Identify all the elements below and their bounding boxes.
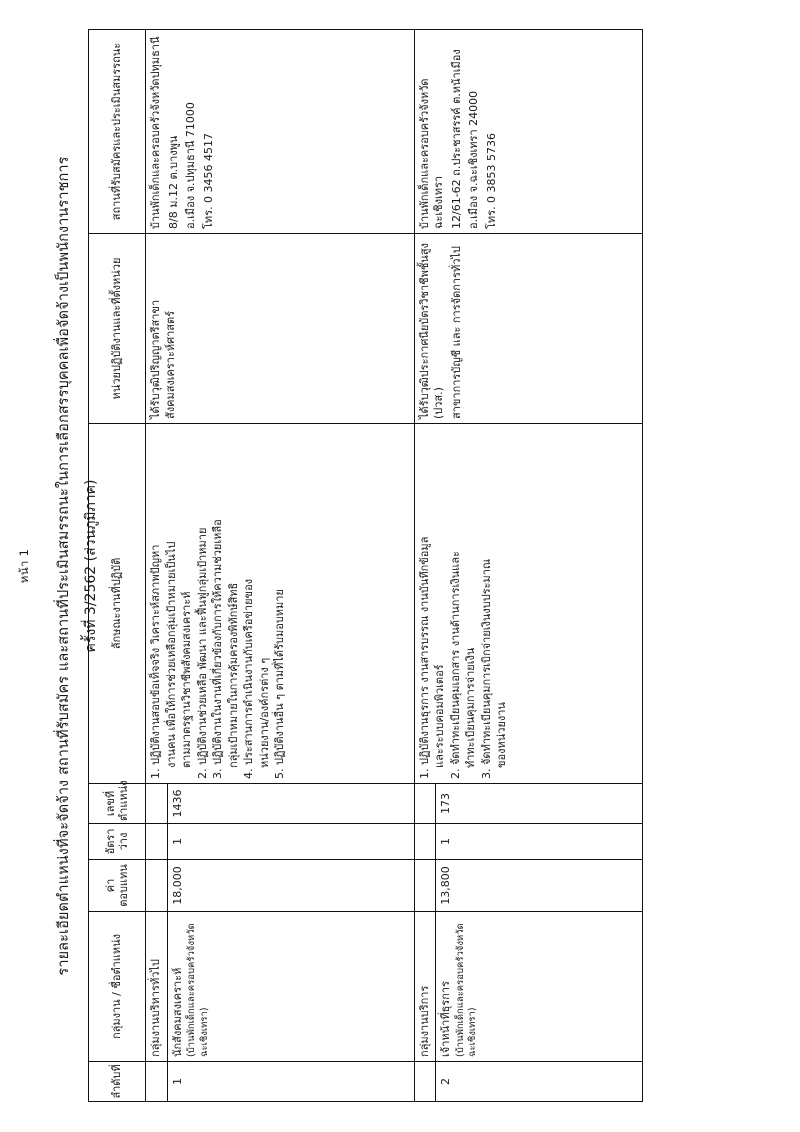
duty-line: 1. ปฏิบัติงานธุรการ งานสารบรรณ งานบันทึกข้อมูล xyxy=(417,536,431,779)
place-line: อ.เมือง จ.ฉะเชิงเทรา 24000 xyxy=(467,90,481,229)
duties-cell xyxy=(414,424,643,784)
duty-line: ของหน่วยงาน xyxy=(495,702,509,768)
pay-amount: 18,000 xyxy=(167,860,414,912)
position-office: (บ้านพักเด็กและครอบครัวจังหวัดฉะเชิงเทรา) xyxy=(186,923,210,1057)
unit-cell xyxy=(146,234,415,424)
place-cell xyxy=(146,30,415,234)
place-line: บ้านพักเด็กและครอบครัวจังหวัดปทุมธานี xyxy=(149,36,162,229)
position-number: 173 xyxy=(436,784,643,824)
duty-line: ตามมาตรฐานวิชาชีพสังคมสงเคราะห์ xyxy=(180,591,194,768)
vacancy-count: 1 xyxy=(436,824,643,860)
header-duties: ลักษณะงานที่ปฏิบัติ xyxy=(89,424,146,784)
empty-cell xyxy=(414,784,436,824)
position-name-cell xyxy=(167,912,414,1062)
duty-line: งานคน เพื่อให้การช่วยเหลือกลุ่มเป้าหมายเป็นไป xyxy=(164,541,178,768)
header-place: สถานที่รับสมัครและประเมินสมรรถนะ xyxy=(89,30,146,234)
table-header-row xyxy=(89,30,146,1102)
place-line: 12/61-62 ถ.ประชาสรรค์ ต.หน้าเมือง xyxy=(449,49,463,229)
header-vacancies: อัตราว่าง xyxy=(89,824,146,860)
duty-line: หน่วยงาน/องค์กรต่าง ๆ xyxy=(257,657,271,768)
place-line: 8/8 ม.12 ต.บางพูน xyxy=(166,135,180,229)
group-heading: กลุ่มงานบริหารทั่วไป xyxy=(146,912,168,1062)
empty-cell xyxy=(414,860,436,912)
row-no: 1 xyxy=(167,1062,414,1102)
empty-cell xyxy=(146,824,168,860)
group-heading: กลุ่มงานบริการ xyxy=(414,912,436,1062)
unit-line: สาขาการบัญชี และ การจัดการทั่วไป xyxy=(449,246,463,419)
position-details-table xyxy=(88,29,643,1102)
unit-cell xyxy=(414,234,643,424)
row-no: 2 xyxy=(436,1062,643,1102)
empty-cell xyxy=(414,824,436,860)
duty-line: กลุ่มเป้าหมายในการคุ้มครองพิทักษ์สิทธิ xyxy=(226,582,240,768)
header-unit: หน่วยปฏิบัติงานและที่ตั้งหน่วย xyxy=(89,234,146,424)
header-no: ลำดับที่ xyxy=(89,1062,146,1102)
duties-cell xyxy=(146,424,415,784)
position-number: 1436 xyxy=(167,784,414,824)
header-position-no: เลขที่ตำแหน่ง xyxy=(89,784,146,824)
duty-line: และระบบคอมพิวเตอร์ xyxy=(433,664,447,768)
unit-line: ได้รับวุฒิปริญญาตรีสาขาสังคมสงเคราะห์ศาสตร์ xyxy=(149,299,177,419)
empty-cell xyxy=(146,860,168,912)
position-name: เจ้าหน้าที่ธุรการ xyxy=(439,981,453,1057)
duty-line: 2. ปฏิบัติงานช่วยเหลือ พัฒนา และฟื้นฟูกลุ่มเป้าหมาย xyxy=(195,527,209,779)
document-subtitle: ครั้งที่ 3/2562 (ส่วนภูมิภาค) xyxy=(83,479,99,653)
document-title: รายละเอียดตำแหน่งที่จะจัดจ้าง สถานที่รับสมัคร และสถานที่ประเมินสมรรถนะในการเลือกสรรบุคคลเพื่อจัดจ้างเป็นพนักงานราชการ xyxy=(56,156,72,976)
unit-line: ได้รับวุฒิประกาศนียบัตรวิชาชีพชั้นสูง (ปวส.) xyxy=(417,243,446,419)
duty-line: 3. จัดทำทะเบียนคุมการเบิกจ่ายเงินงบประมาณ xyxy=(479,558,493,779)
table-row xyxy=(146,30,168,1102)
table-row xyxy=(414,30,436,1102)
page-number: หน้า 1 xyxy=(17,548,31,584)
empty-cell xyxy=(146,784,168,824)
duty-line: 2. จัดทำทะเบียนคุมเอกสาร งานด้านการเงินและ xyxy=(448,551,462,779)
header-group-position: กลุ่มงาน / ชื่อตำแหน่ง xyxy=(89,912,146,1062)
vacancy-count: 1 xyxy=(167,824,414,860)
duty-line: 3. ปฏิบัติงานในงานที่เกี่ยวข้องกับการให้ความช่วยเหลือ xyxy=(211,519,225,779)
place-cell xyxy=(414,30,643,234)
place-line: บ้านพักเด็กและครอบครัวจังหวัดฉะเชิงเทรา xyxy=(417,78,446,229)
duty-line: ทำทะเบียนคุมการจ่ายเงิน xyxy=(464,647,478,768)
position-name: นักสังคมสงเคราะห์ xyxy=(170,967,184,1057)
place-line: โทร. 0 3456 4517 xyxy=(201,132,215,229)
empty-cell xyxy=(146,1062,168,1102)
empty-cell xyxy=(414,1062,436,1102)
place-line: อ.เมือง จ.ปทุมธานี 71000 xyxy=(184,102,198,229)
position-name-cell xyxy=(436,912,643,1062)
header-pay: ค่าตอบแทน xyxy=(89,860,146,912)
place-line: โทร. 0 3853 5736 xyxy=(484,132,498,229)
pay-amount: 13,800 xyxy=(436,860,643,912)
duty-line: 1. ปฏิบัติงานสอบข้อเท็จจริง วิเคราะห์สภาพปัญหา xyxy=(149,544,162,779)
duty-line: 5. ปฏิบัติงานอื่น ๆ ตามที่ได้รับมอบหมาย xyxy=(273,589,287,779)
duty-line: 4. ประสานการดำเนินงานกับเครือข่ายของ xyxy=(242,578,256,779)
position-office: (บ้านพักเด็กและครอบครัวจังหวัดฉะเชิงเทรา) xyxy=(454,923,479,1057)
